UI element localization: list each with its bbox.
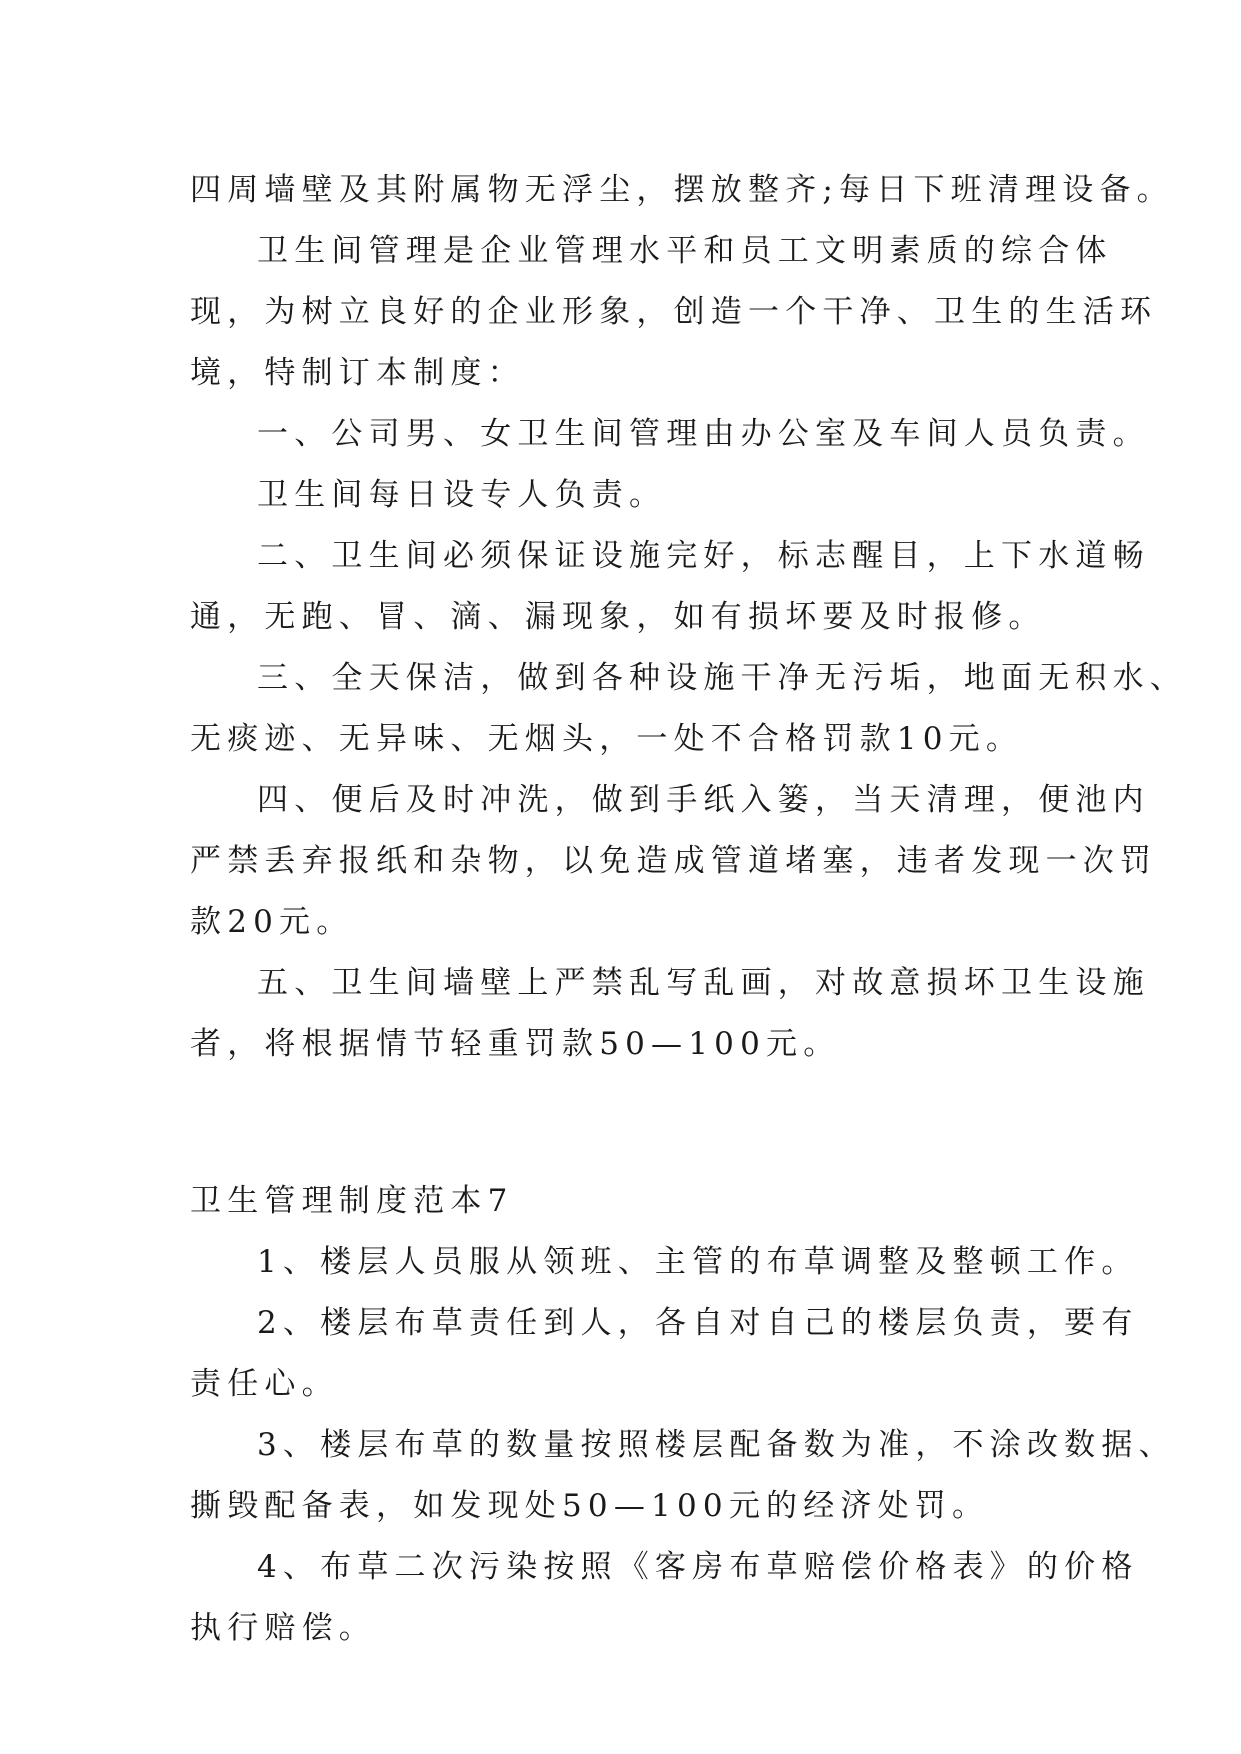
- text-line: 责任心。: [190, 1366, 339, 1402]
- text-line: 4、布草二次污染按照《客房布草赔偿价格表》的价格: [257, 1549, 1139, 1585]
- text-line: 五、卫生间墙壁上严禁乱写乱画，对故意损坏卫生设施: [257, 965, 1150, 1001]
- text-line: 2、楼层布草责任到人，各自对自己的楼层负责，要有: [257, 1305, 1139, 1341]
- text-line: 3、楼层布草的数量按照楼层配备数为准，不涂改数据、: [257, 1427, 1176, 1463]
- text-line: 现，为树立良好的企业形象，创造一个干净、卫生的生活环: [190, 294, 1158, 330]
- text-line: 一、公司男、女卫生间管理由办公室及车间人员负责。: [257, 416, 1150, 452]
- text-line: 执行赔偿。: [190, 1610, 376, 1646]
- text-line: 四周墙壁及其附属物无浮尘，摆放整齐;每日下班清理设备。: [190, 172, 1174, 208]
- text-line: 四、便后及时冲洗，做到手纸入篓，当天清理，便池内: [257, 782, 1150, 818]
- text-line: 通，无跑、冒、滴、漏现象，如有损坏要及时报修。: [190, 599, 1046, 635]
- text-line: 三、全天保洁，做到各种设施干净无污垢，地面无积水、: [257, 660, 1187, 696]
- section-title: 卫生管理制度范本7: [190, 1183, 514, 1219]
- text-line: 1、楼层人员服从领班、主管的布草调整及整顿工作。: [257, 1244, 1139, 1280]
- text-line: 卫生间管理是企业管理水平和员工文明素质的综合体: [257, 233, 1113, 269]
- text-line: 严禁丢弃报纸和杂物，以免造成管道堵塞，违者发现一次罚: [190, 843, 1158, 879]
- text-line: 卫生间每日设专人负责。: [257, 477, 667, 513]
- text-line: 二、卫生间必须保证设施完好，标志醒目，上下水道畅: [257, 538, 1150, 574]
- document-body: [190, 160, 1187, 1659]
- text-line: 无痰迹、无异味、无烟头，一处不合格罚款10元。: [190, 721, 1024, 757]
- text-line: 境，特制订本制度：: [190, 355, 525, 391]
- text-line: 撕毁配备表，如发现处50—100元的经济处罚。: [190, 1488, 990, 1524]
- section-gap: [190, 1075, 1060, 1171]
- text-line: 者，将根据情节轻重罚款50—100元。: [190, 1026, 841, 1062]
- text-line: 款20元。: [190, 904, 354, 940]
